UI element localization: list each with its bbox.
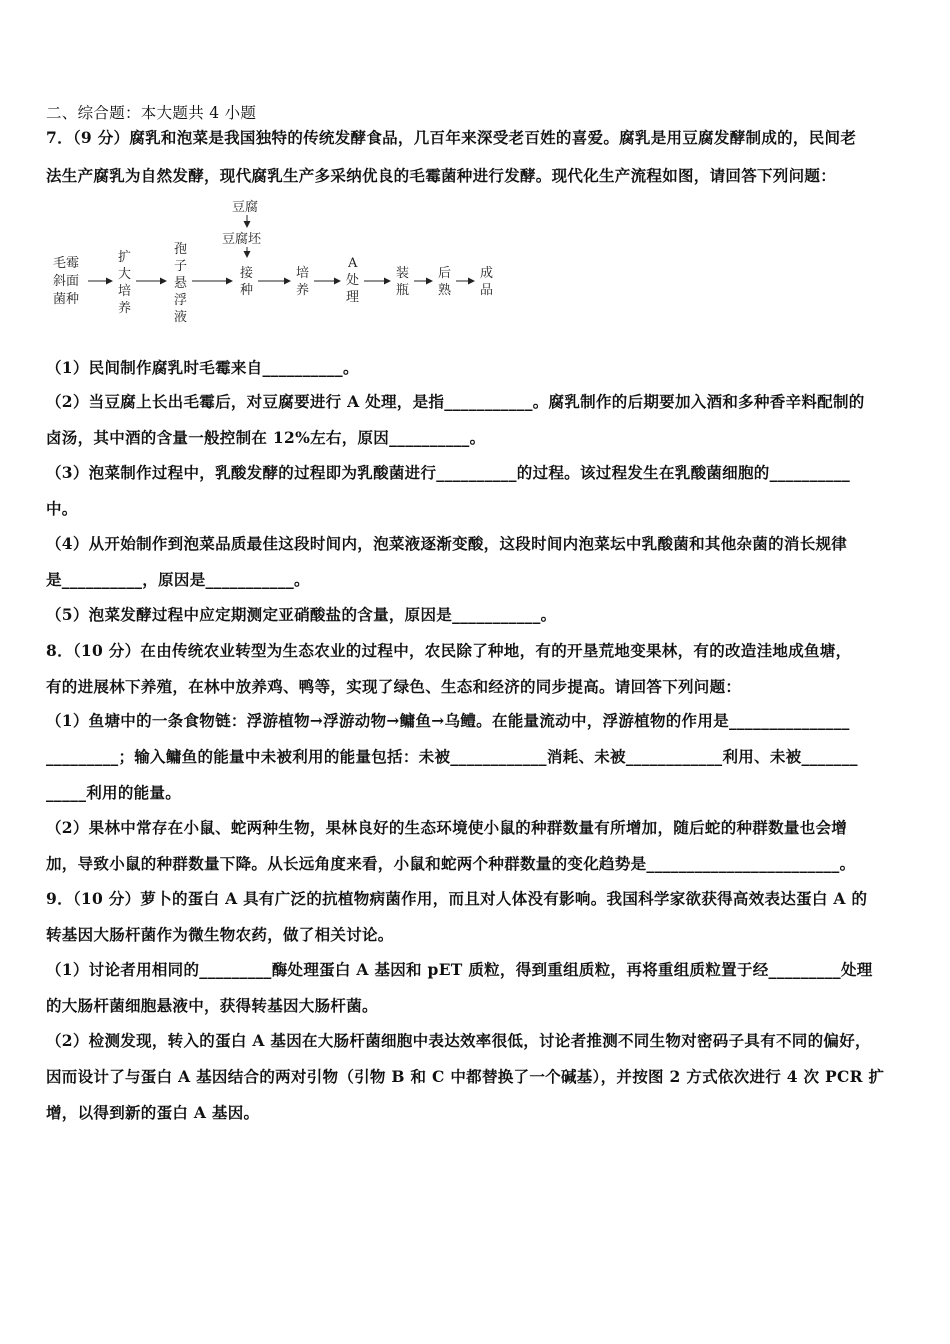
svg-text:斜面: 斜面 xyxy=(53,274,80,289)
text-line: 是__________，原因是___________。 xyxy=(46,570,310,589)
svg-text:液: 液 xyxy=(174,310,188,325)
text-line: 8．（10 分）在由传统农业转型为生态农业的过程中，农民除了种地，有的开垦荒地变果林，有的改造洼地成鱼塘， xyxy=(46,641,852,660)
production-flow-diagram xyxy=(40,195,520,325)
svg-text:种: 种 xyxy=(240,283,254,298)
diagram-step xyxy=(480,265,493,298)
svg-text:菌种: 菌种 xyxy=(53,292,80,307)
svg-text:瓶: 瓶 xyxy=(396,283,410,298)
section-title: 二、综合题：本大题共 4 小题 xyxy=(46,104,257,122)
diagram-step xyxy=(240,265,253,298)
text-line: （2）当豆腐上长出毛霉后，对豆腐要进行 A 处理，是指___________。腐乳制作的后期要加入酒和多种香辛料配制的 xyxy=(46,392,865,411)
svg-text:成: 成 xyxy=(480,266,494,281)
text-line: 加，导致小鼠的种群数量下降。从长远角度来看，小鼠和蛇两个种群数量的变化趋势是________________________。 xyxy=(46,854,856,873)
svg-text:悬: 悬 xyxy=(174,276,188,291)
diagram-step xyxy=(296,266,309,298)
svg-text:孢: 孢 xyxy=(174,242,188,257)
svg-text:后: 后 xyxy=(438,266,452,281)
text-line: （1）民间制作腐乳时毛霉来自__________。 xyxy=(46,358,359,377)
text-line: 9．（10 分）萝卜的蛋白 A 具有广泛的抗植物病菌作用，而且对人体没有影响。我国科学家欲获得高效表达蛋白 A 的 xyxy=(46,889,868,908)
diagram-top-tofu: 豆腐 xyxy=(232,200,259,215)
text-line: 因而设计了与蛋白 A 基因结合的两对引物（引物 B 和 C 中都替换了一个碱基），并按图 2 方式依次进行 4 次 PCR 扩 xyxy=(46,1067,885,1086)
text-line: （3）泡菜制作过程中，乳酸发酵的过程即为乳酸菌进行__________的过程。该过程发生在乳酸菌细胞的__________ xyxy=(46,463,851,482)
svg-text:养: 养 xyxy=(118,301,132,316)
svg-text:理: 理 xyxy=(346,290,360,305)
text-line: 7．（9 分）腐乳和泡菜是我国独特的传统发酵食品，几百年来深受老百姓的喜爱。腐乳是用豆腐发酵制成的，民间老 xyxy=(46,128,857,147)
svg-text:培: 培 xyxy=(296,266,310,281)
diagram-top-tofu-blank: 豆腐坯 xyxy=(222,232,262,247)
text-line: （1）讨论者用相同的_________酶处理蛋白 A 基因和 pET 质粒，得到重组质粒，再将重组质粒置于经_________处理 xyxy=(46,960,873,979)
text-line: 中。 xyxy=(46,499,78,518)
text-line: _____利用的能量。 xyxy=(46,783,182,802)
text-line: 的大肠杆菌细胞悬液中，获得转基因大肠杆菌。 xyxy=(46,996,378,1015)
svg-text:养: 养 xyxy=(296,283,310,298)
text-line: 增，以得到新的蛋白 A 基因。 xyxy=(46,1103,260,1122)
svg-text:大: 大 xyxy=(118,267,132,282)
text-line: 转基因大肠杆菌作为微生物农药，做了相关讨论。 xyxy=(46,925,394,944)
svg-text:培: 培 xyxy=(118,284,132,299)
diagram-step xyxy=(438,266,452,298)
text-line: （4）从开始制作到泡菜品质最佳这段时间内，泡菜液逐渐变酸，这段时间内泡菜坛中乳酸菌和其他杂菌的消长规律 xyxy=(46,534,848,553)
diagram-step xyxy=(118,249,131,316)
text-line: 法生产腐乳为自然发酵，现代腐乳生产多采纳优良的毛霉菌种进行发酵。现代化生产流程如图，请回答下列问题： xyxy=(46,166,837,185)
svg-text:接: 接 xyxy=(240,266,254,281)
text-line: _________；输入鳙鱼的能量中未被利用的能量包括：未被____________消耗、未被____________利用、未被_______ xyxy=(46,747,858,766)
diagram-step xyxy=(346,256,359,305)
svg-text:浮: 浮 xyxy=(174,293,188,308)
svg-text:装: 装 xyxy=(396,266,410,281)
svg-text:子: 子 xyxy=(174,259,188,274)
svg-text:毛霉: 毛霉 xyxy=(53,256,80,271)
diagram-step xyxy=(396,265,409,298)
diagram-step xyxy=(174,242,188,325)
diagram-step xyxy=(53,256,79,307)
text-line: （5）泡菜发酵过程中应定期测定亚硝酸盐的含量，原因是___________。 xyxy=(46,605,557,624)
svg-text:处: 处 xyxy=(346,273,360,288)
text-line: 卤汤，其中酒的含量一般控制在 12%左右，原因__________。 xyxy=(46,428,486,447)
svg-text:熟: 熟 xyxy=(438,283,452,298)
text-line: 有的进展林下养殖，在林中放养鸡、鸭等，实现了绿色、生态和经济的同步提高。请回答下列问题： xyxy=(46,677,742,696)
text-line: （2）果林中常存在小鼠、蛇两种生物，果林良好的生态环境使小鼠的种群数量有所增加，随后蛇的种群数量也会增 xyxy=(46,818,848,837)
text-line: （2）检测发现，转入的蛋白 A 基因在大肠杆菌细胞中表达效率很低，讨论者推测不同生物对密码子具有不同的偏好， xyxy=(46,1031,871,1050)
svg-text:品: 品 xyxy=(480,283,494,298)
text-line: （1）鱼塘中的一条食物链：浮游植物→浮游动物→鳙鱼→乌鳢。在能量流动中，浮游植物的作用是_______________ xyxy=(46,711,850,730)
svg-text:扩: 扩 xyxy=(118,250,132,265)
svg-text:A: A xyxy=(348,256,358,271)
